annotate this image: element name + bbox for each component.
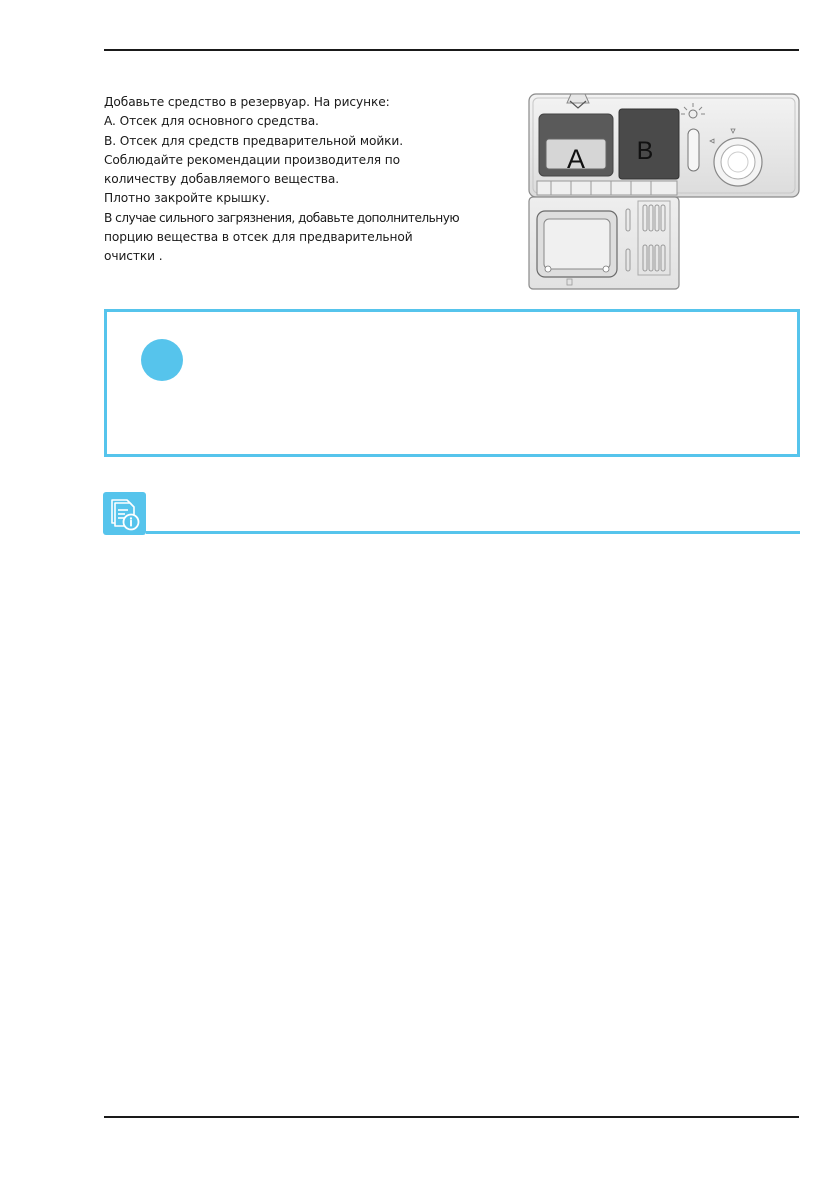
info-circle-icon [141, 339, 183, 381]
instruction-line: В случае сильного загрязнения, добавьте дополнительную [104, 210, 460, 225]
document-info-icon [103, 492, 146, 535]
instruction-line: B. Отсек для средств предварительной мойки. [104, 133, 404, 148]
compartment-a-label: A [566, 144, 586, 174]
instruction-line: Соблюдайте рекомендации производителя по [104, 152, 401, 167]
compartment-b-label: B [636, 137, 654, 165]
header-rule [104, 49, 799, 51]
instruction-line: Добавьте средство в резервуар. На рисунке: [104, 95, 390, 109]
instruction-line: очистки . [104, 249, 163, 264]
instruction-line: количеству добавляемого вещества. [104, 172, 340, 187]
notice-box [104, 309, 800, 457]
footer-rule [104, 1116, 799, 1118]
instruction-line: A. Отсек для основного средства. [104, 114, 319, 129]
instructions-text [104, 93, 494, 267]
info-section-header [103, 492, 800, 536]
instruction-line: порцию вещества в отсек для предварительной [104, 230, 413, 245]
detergent-dispenser-illustration [527, 89, 803, 291]
instruction-line: Плотно закройте крышку. [104, 191, 270, 206]
section-underline [146, 531, 800, 534]
